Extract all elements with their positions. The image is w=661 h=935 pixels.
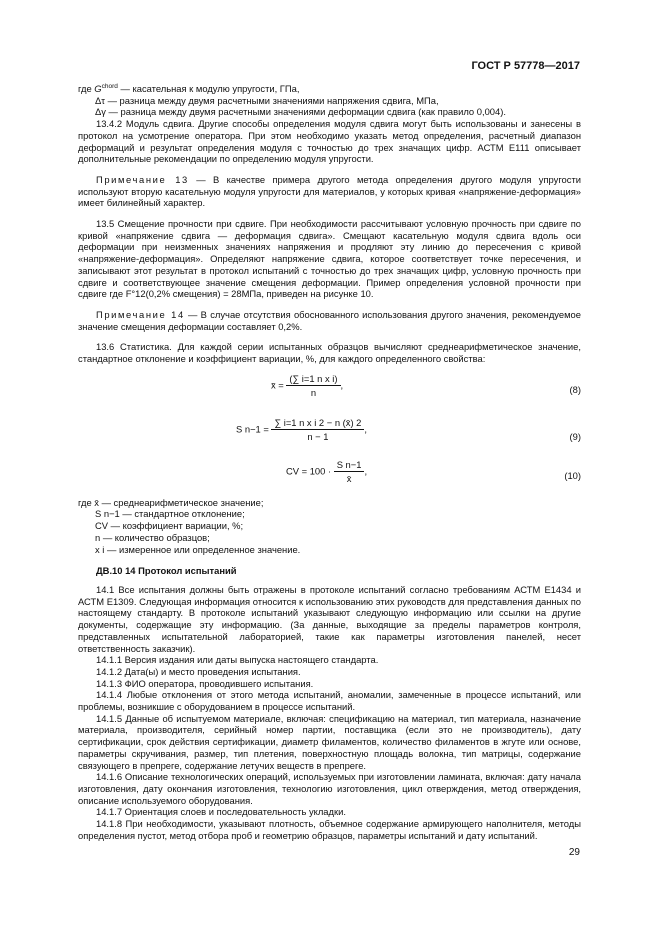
definition-line: Δτ — разница между двумя расчетными значениями напряжения сдвига, МПа, [95,94,439,106]
paragraph-14-1: 14.1 Все испытания должны быть отражены в протоколе испытаний согласно требованиям АСТМ E1434 и АСТМ E1309. Следующая информация относится к использованию этих руководств для представления данных по настоящему стандарту. В протоколе испытаний указывают следующую информацию или ссылки на другие документы, содержащие эту информацию. (За данные, выходящие за пределы параметров контроля, представленных испытательной лабораторией, такие как параметры изготовления панелей, несет ответственность заказчик). [78,583,581,654]
definition-line: где $G^{chord}$ — касательная к модулю упругости, ГПа, [78,82,300,94]
page-number: 29 [568,847,580,858]
formula-number: (8) [569,383,581,395]
definition-line: Δγ — разница между двумя расчетными значениями деформации сдвига (как правило 0,004). [95,106,506,118]
list-item: 14.1.6 Описание технологических операций, используемых при изготовлении ламината, включая: дату начала изготовления, дату окончания изготовления, технологию изготовления, цикл отверждения, метод отверждения, описание используемого оборудования. [78,771,581,806]
list-item: 14.1.2 Дата(ы) и место проведения испытания. [96,665,301,677]
note-14: Примечание 14 — В случае отсутствия обоснованного использования другого значения, рекомендуемое значение смещения деформации составляет 0,2%. [78,308,581,332]
definition-line: S n−1 — стандартное отклонение; [95,508,245,520]
definition-line: n — количество образцов; [95,531,210,543]
list-item: 14.1.4 Любые отклонения от этого метода испытаний, аномалии, замеченные в процессе испытаний, или проблемы, возникшие с оборудованием в процессе испытаний. [78,689,581,713]
list-item: 14.1.3 ФИО оператора, проводившего испытания. [96,677,314,689]
list-item: 14.1.5 Данные об испытуемом материале, включая: спецификацию на материал, тип материала, назначение материала, производителя, серийный номер партии, поставщика (если это не производитель), дату сертификации, срок действия сертификации, диаметр филаментов, количество филаментов в жгуте или основе, параметры скручивания, размер, тип плетения, поверхностную площадь волокна, тип матрицы, содержание связующего в препреге, содержание летучих веществ в препреге. [78,712,581,771]
list-item: 14.1.1 Версия издания или даты выпуска настоящего стандарта. [96,654,379,666]
note-13: Примечание 13 — В качестве примера другого метода определения другого модуля упругости используют вторую касательную модуля упругости для материалов, у которых кривая «напряжение-деформация» имеет билинейный характер. [78,173,581,209]
definition-line: CV — коэффициент вариации, %; [95,520,244,532]
definition-line: где x̄ — среднеарифметическое значение; [78,496,264,508]
paragraph-13-4-2: 13.4.2 Модуль сдвига. Другие способы определения модуля сдвига могут быть использованы и занесены в протокол на усмотрение оператора. При этом необходимо указать метод определения, расчетный диапазон деформаций и результат определения модуля с точностью до трех значащих цифр. АСТМ E111 описывает дополнительные рекомендации по определению модуля упругости. [78,118,581,165]
list-item: 14.1.7 Ориентация слоев и последовательность укладки. [96,806,346,818]
document-code: ГОСТ Р 57778—2017 [471,60,580,72]
definition-line: x i — измеренное или определенное значение. [95,543,301,555]
page-content [78,83,581,841]
section-title: ДВ.10 14 Протокол испытаний [96,565,237,577]
list-item: 14.1.8 При необходимости, указывают плотность, объемное содержание армирующего наполнителя, методы определения пустот, метод отбора проб и геометрию образцов, параметры испытаний и дату испытаний. [78,818,581,841]
formula-number: (9) [569,430,581,442]
formula-10: CV = 100 · $\frac{\text{S n−1}}{x̄}$ , (10) [286,458,581,485]
paragraph-13-6: 13.6 Статистика. Для каждой серии испытанных образцов вычисляют среднеарифметическое значение, стандартное отклонение и коэффициент вариации, %, для каждого определенного свойства: [78,341,581,365]
formula-8: x̄ = $\frac{\text{(∑ i=1 n x i)}}{n}$ , (8) [271,372,581,399]
formula-number: (10) [564,469,581,481]
formula-9: S n−1 = $\frac{\text{∑ i=1 n x i 2 − n (x̄) 2}}{n - 1}$ , (9) [236,416,581,443]
paragraph-13-5: 13.5 Смещение прочности при сдвиге. При необходимости рассчитывают условную прочность при сдвиге по кривой «напряжение сдвига — деформация сдвига». Смещают касательную модуля сдвига вдоль оси деформации при неизменных значениях напряжения и продляют эту линию до пересечения с кривой «напряжение-деформация». Определяют напряжение сдвига, которое соответствует точке пересечения, и записывают этот результат в протокол испытаний с точностью до трех значащих цифр, условную прочность при сдвиге и соответствующее значение смещения деформации. Пример определения условной прочности при сдвиге где F°12(0,2% смещения) = 28МПа, приведен на рисунке 10. [78,218,581,300]
